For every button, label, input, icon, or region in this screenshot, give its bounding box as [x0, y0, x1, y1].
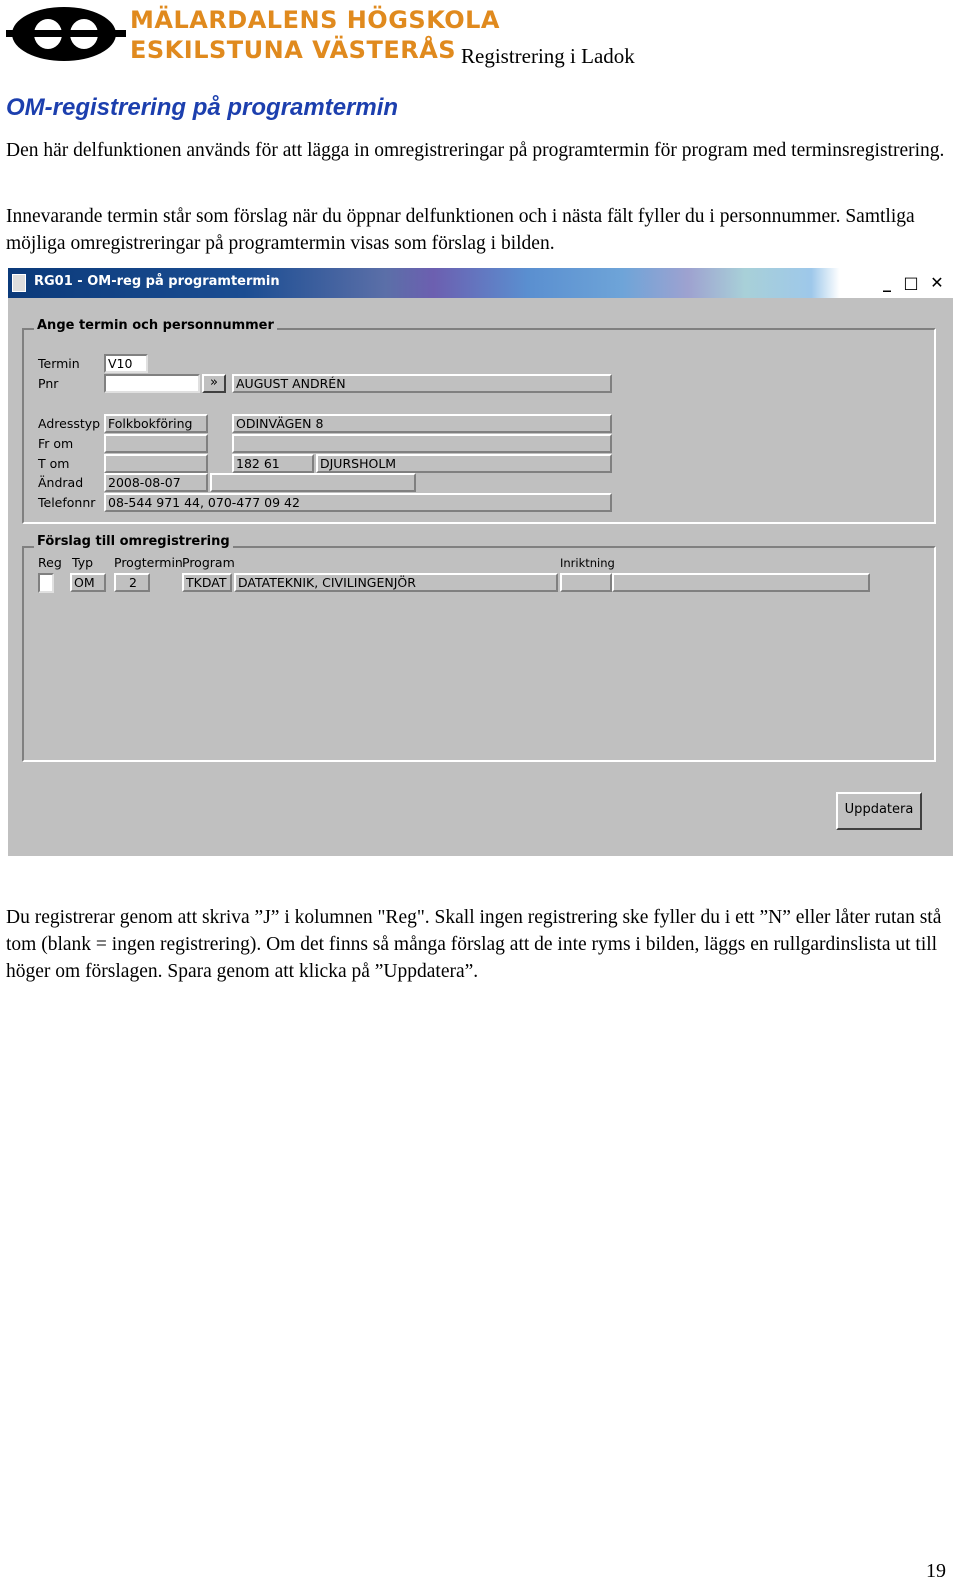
- intro-paragraph: Den här delfunktionen används för att lägga in omregistreringar på programtermin för program med terminsregistrering.: [6, 140, 945, 161]
- update-button[interactable]: Uppdatera: [836, 792, 922, 830]
- logo-text-line2: ESKILSTUNA VÄSTERÅS: [130, 36, 457, 64]
- adresstyp-label: Adresstyp: [38, 416, 101, 431]
- termin-input[interactable]: V10: [104, 354, 148, 373]
- inriktning-name-field: [612, 573, 870, 592]
- adresstyp-field[interactable]: Folkbokföring: [104, 414, 208, 433]
- program-name-field: DATATEKNIK, CIVILINGENJÖR: [234, 573, 558, 592]
- program-header: Program: [182, 555, 235, 570]
- logo-text-line1: MÄLARDALENS HÖGSKOLA: [130, 6, 500, 34]
- typ-header: Typ: [72, 555, 94, 570]
- termin-label: Termin: [38, 356, 80, 371]
- group-termin-pnr-title: Ange termin och personnummer: [34, 318, 277, 333]
- logo-emblem-icon: [6, 2, 126, 66]
- name-field: AUGUST ANDRÉN: [232, 374, 612, 393]
- inriktning-header: Inriktning: [560, 556, 615, 570]
- ort-field: DJURSHOLM: [316, 454, 612, 473]
- tom-field: [104, 454, 208, 473]
- description-paragraph: Innevarande termin står som förslag när du öppnar delfunktionen och i nästa fält fyller du i personnummer. Samtliga möjliga omregistreringar på programtermin visas som förslag i bilden.: [6, 206, 915, 254]
- page-number: 19: [926, 1560, 946, 1582]
- postnr-field: 182 61: [232, 454, 314, 473]
- tom-label: T om: [38, 456, 70, 471]
- from-field: [104, 434, 208, 453]
- pnr-input[interactable]: [104, 374, 200, 393]
- andrad-label: Ändrad: [38, 475, 84, 490]
- inriktning-code-field: [560, 573, 612, 592]
- instruction-paragraph: Du registrerar genom att skriva ”J” i kolumnen "Reg". Skall ingen registrering ske fyller du i ett ”N” eller låter rutan stå tom (blank = ingen registrering). Om det finns så många förslag att de inte ryms i bilden, läggs en rullgardinslista ut till höger om förslagen. Spara genom att klicka på ”Uppdatera”.: [6, 907, 942, 982]
- minimize-button[interactable]: _: [883, 273, 891, 292]
- program-code-field: TKDAT: [182, 573, 232, 592]
- telefonnr-field: 08-544 971 44, 070-477 09 42: [104, 493, 612, 512]
- pnr-label: Pnr: [38, 376, 59, 391]
- address-line1-field: ODINVÄGEN 8: [232, 414, 612, 433]
- typ-field: OM: [70, 573, 106, 592]
- progtermin-header: Progtermin: [114, 555, 183, 570]
- andrad-extra-field: [210, 473, 416, 492]
- window-title: RG01 - OM-reg på programtermin: [34, 274, 280, 289]
- close-button[interactable]: ✕: [930, 273, 944, 292]
- group-forslag-title: Förslag till omregistrering: [34, 534, 233, 549]
- reg-header: Reg: [38, 555, 62, 570]
- from-label: Fr om: [38, 436, 74, 451]
- window-form-icon: [12, 274, 26, 292]
- progtermin-field: 2: [114, 573, 150, 592]
- maximize-button[interactable]: □: [903, 273, 919, 292]
- pnr-lookup-button[interactable]: »: [202, 374, 226, 393]
- telefonnr-label: Telefonnr: [38, 495, 96, 510]
- document-header: Registrering i Ladok: [461, 44, 635, 68]
- window-titlebar: [8, 268, 953, 298]
- andrad-field: 2008-08-07: [104, 473, 208, 492]
- section-title: OM-registrering på programtermin: [6, 94, 399, 121]
- school-logo: [6, 2, 500, 66]
- address-line2-field: [232, 434, 612, 453]
- reg-input[interactable]: [38, 573, 54, 593]
- app-window: [8, 268, 953, 856]
